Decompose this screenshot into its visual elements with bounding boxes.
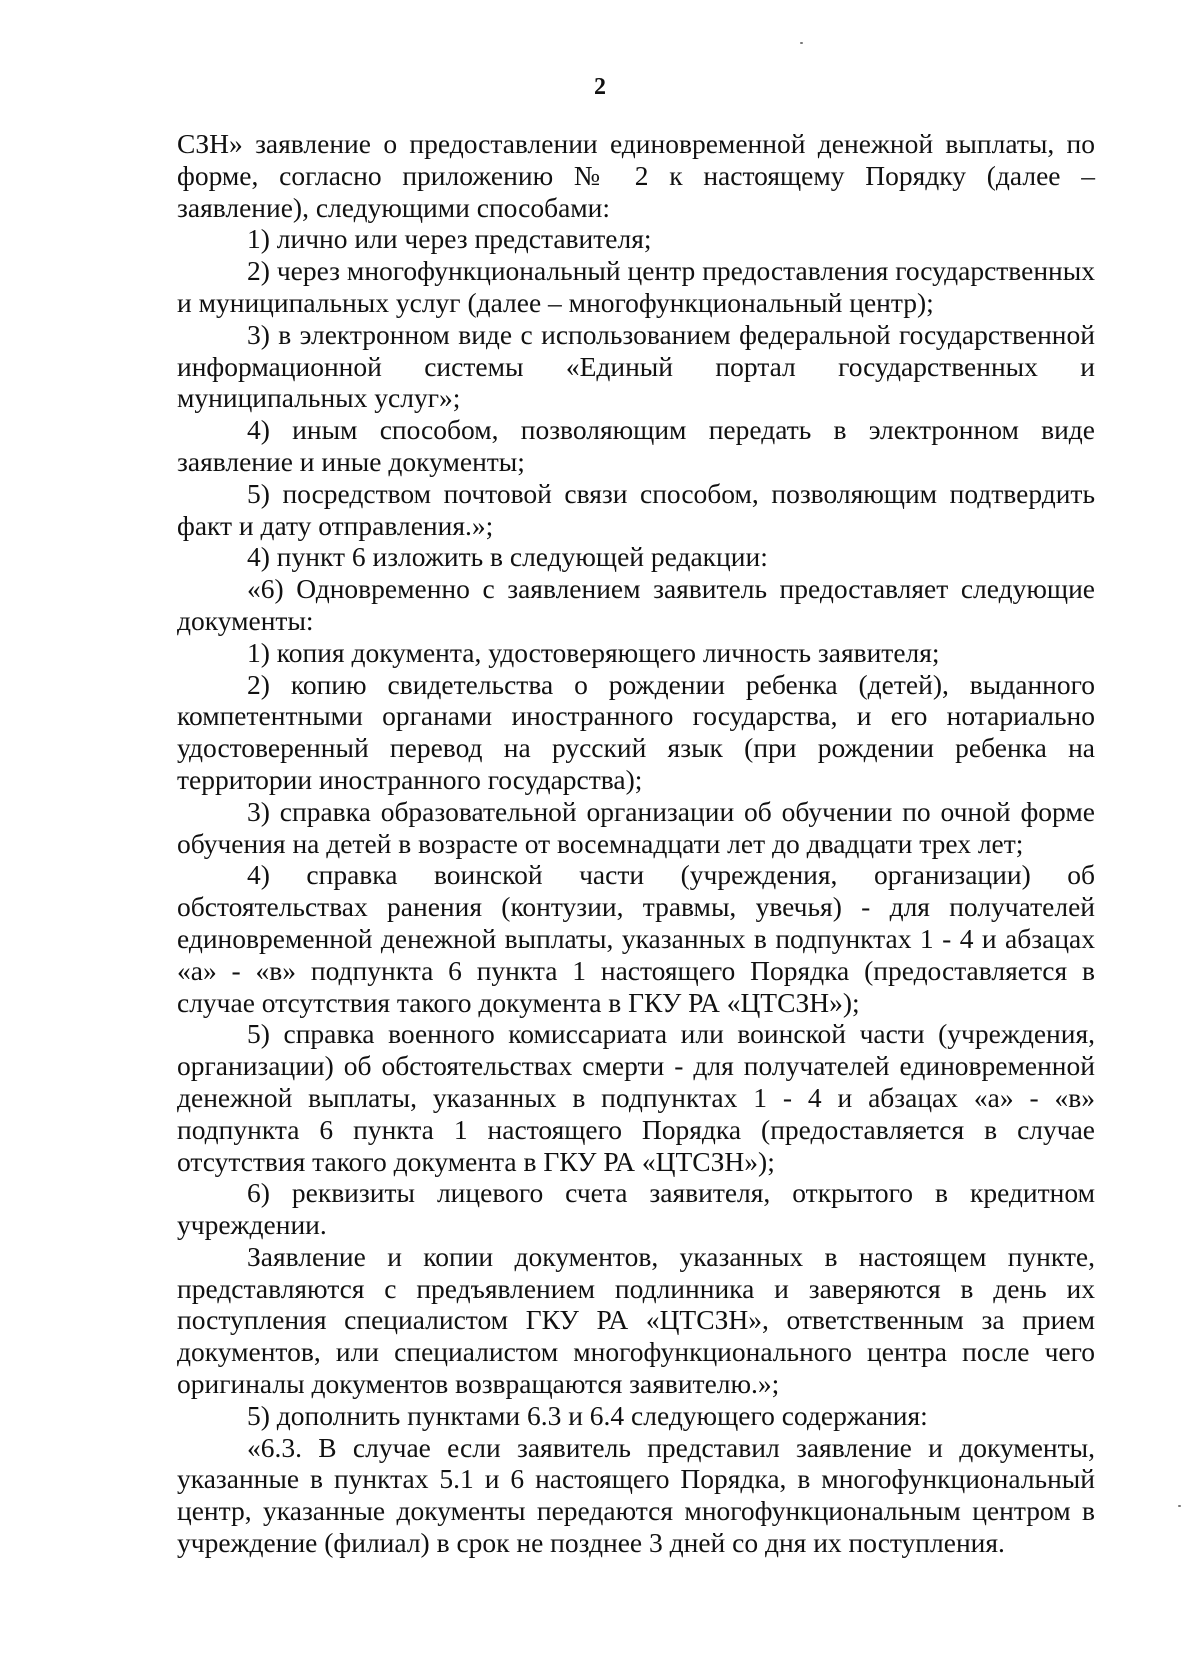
paragraph-copies: Заявление и копии документов, указанных в настоящем пункте, представляются с предъявлением подлинника и заверяются в день их поступления специалистом ГКУ РА «ЦТСЗН», ответственным за прием документов, или специалистом многофункционального центра после чего оригиналы документов возвращаются заявителю.»; xyxy=(177,1240,1095,1400)
list-item-mfc: 2) через многофункциональный центр предоставления государственных и муниципальных услуг (далее – многофункциональный центр); xyxy=(177,255,1095,318)
list-item-postal: 5) посредством почтовой связи способом, позволяющим подтвердить факт и дату отправления.»; xyxy=(177,477,1095,541)
document-item-2: 2) копию свидетельства о рождении ребенка (детей), выданного компетентными органами иностранного государства, и его нотариально удостоверенный перевод на русский язык (при рождении ребенка на территории иностранного государства); xyxy=(177,668,1095,795)
scan-speck xyxy=(1178,1505,1181,1507)
document-item-1: 1) копия документа, удостоверяющего личность заявителя; xyxy=(247,636,940,668)
list-item-electronic-portal: 3) в электронном виде с использованием федеральной государственной информационной системы «Единый портал государственных и муниципальных услуг»; xyxy=(177,318,1095,414)
amendment-point-4: 4) пункт 6 изложить в следующей редакции: xyxy=(247,541,768,573)
document-item-3: 3) справка образовательной организации об обучении по очной форме обучения на детей в возрасте от восемнадцати лет до двадцати трех лет; xyxy=(177,795,1095,859)
document-item-6: 6) реквизиты лицевого счета заявителя, открытого в кредитном учреждении. xyxy=(177,1177,1095,1241)
amendment-point-5: 5) дополнить пунктами 6.3 и 6.4 следующего содержания: xyxy=(247,1399,928,1431)
document-body xyxy=(177,128,1095,1559)
page-number: 2 xyxy=(594,74,606,100)
paragraph-continuation: СЗН» заявление о предоставлении единовременной денежной выплаты, по форме, согласно приложению № 2 к настоящему Порядку (далее – заявление), следующими способами: xyxy=(177,128,1095,223)
clause-6-3: «6.3. В случае если заявитель представил заявление и документы, указанные в пунктах 5.1 и 6 настоящего Порядка, в многофункциональный центр, указанные документы передаются многофункциональным центром в учреждение (филиал) в срок не позднее 3 дней со дня их поступления. xyxy=(177,1431,1095,1559)
clause-6-intro: «6) Одновременно с заявлением заявитель предоставляет следующие документы: xyxy=(177,573,1095,636)
list-item-in-person: 1) лично или через представителя; xyxy=(247,223,652,255)
document-item-5: 5) справка военного комиссариата или воинской части (учреждения, организации) об обстоятельствах смерти - для получателей единовременной денежной выплаты, указанных в подпунктах 1 - 4 и абзацах «а» - «в» подпункта 6 пункта 1 настоящего Порядка (предоставляется в случае отсутствия такого документа в ГКУ РА «ЦТСЗН»); xyxy=(177,1018,1095,1177)
list-item-other-electronic: 4) иным способом, позволяющим передать в электронном виде заявление и иные документы; xyxy=(177,414,1095,477)
scan-speck xyxy=(800,42,803,44)
document-item-4: 4) справка воинской части (учреждения, организации) об обстоятельствах ранения (контузии, травмы, увечья) - для получателей единовременной денежной выплаты, указанных в подпунктах 1 - 4 и абзацах «а» - «в» подпункта 6 пункта 1 настоящего Порядка (предоставляется в случае отсутствия такого документа в ГКУ РА «ЦТСЗН»); xyxy=(177,859,1095,1018)
